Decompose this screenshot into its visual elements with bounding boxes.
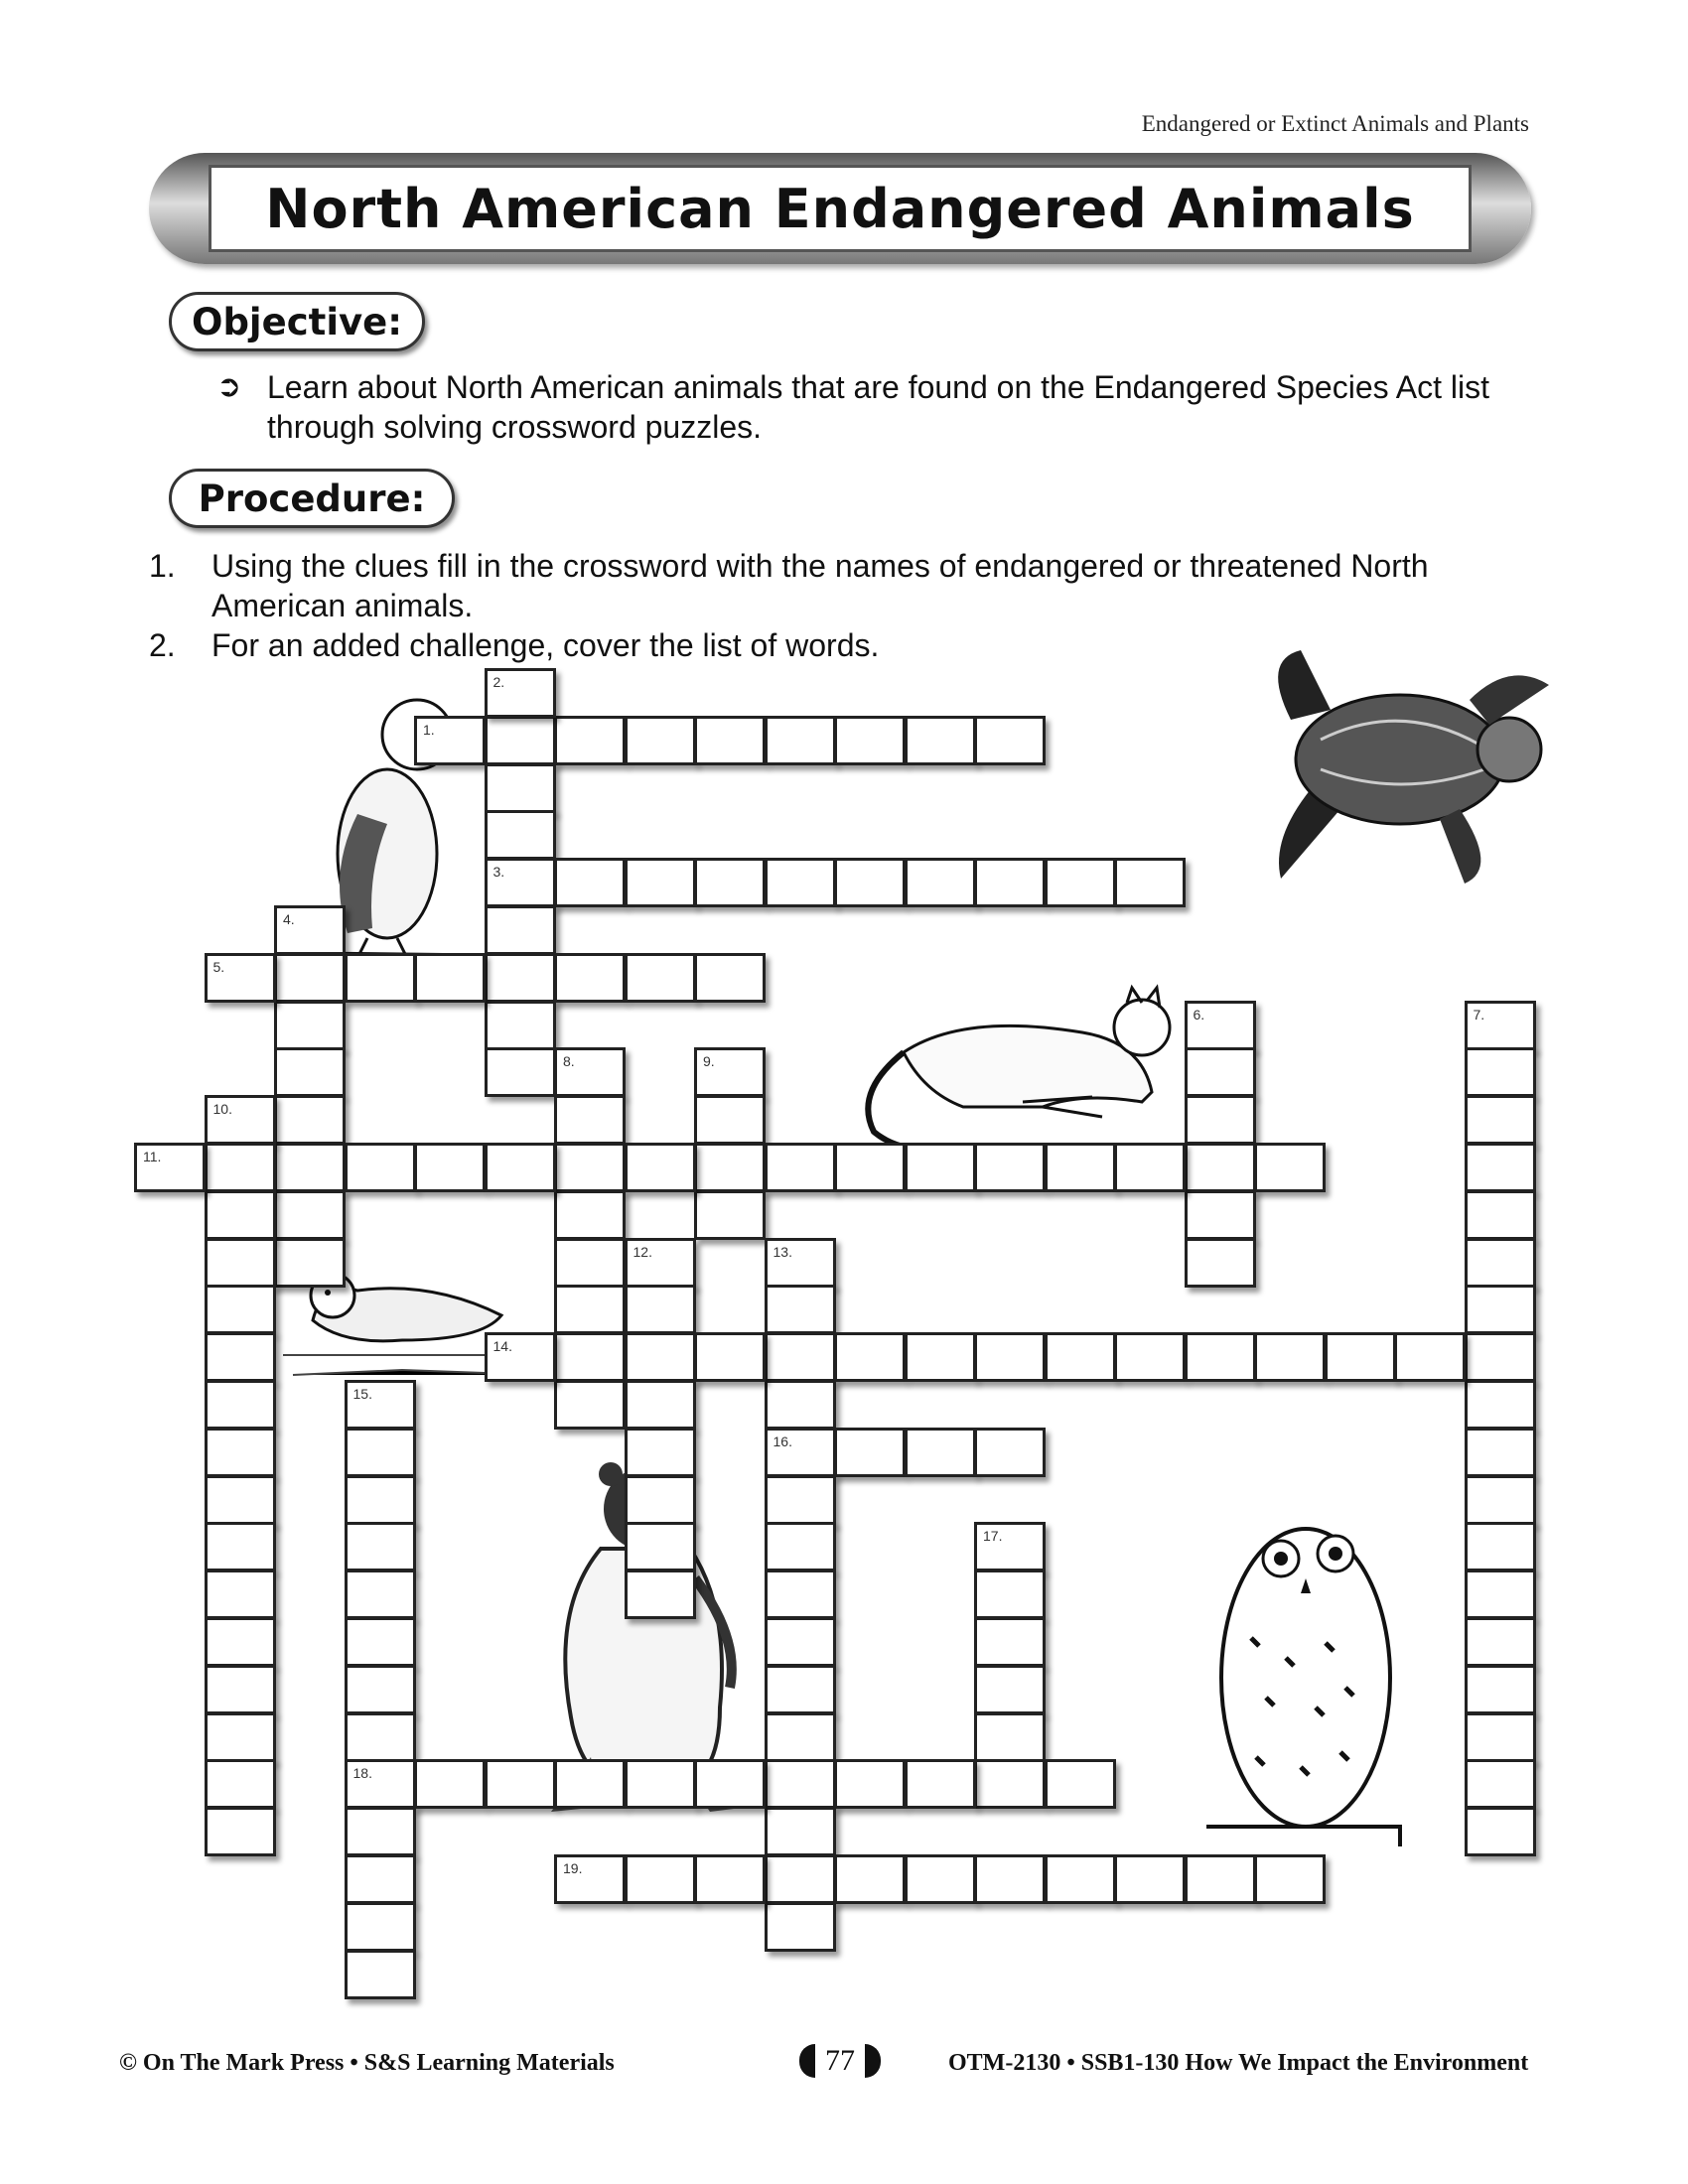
crossword-cell[interactable]	[1114, 1332, 1186, 1382]
crossword-cell[interactable]	[1465, 1712, 1536, 1762]
crossword-cell[interactable]	[414, 953, 486, 1003]
crossword-cell[interactable]	[765, 1807, 836, 1856]
crossword-cell[interactable]	[205, 1759, 276, 1809]
clue-number: 18.	[352, 1765, 372, 1782]
crossword-cell[interactable]	[1254, 1854, 1326, 1904]
crossword-cell[interactable]	[274, 905, 346, 955]
crossword-cell[interactable]	[625, 1238, 696, 1288]
objective-text: Learn about North American animals that are found on the Endangered Species Act list through solving crossword puzzles.	[267, 369, 1489, 445]
crossword-cell[interactable]	[834, 1428, 906, 1477]
crossword-cell[interactable]	[765, 1617, 836, 1667]
crossword-cell[interactable]	[834, 1143, 906, 1192]
crossword-cell[interactable]	[905, 1428, 976, 1477]
crossword-cell[interactable]	[205, 1807, 276, 1856]
clue-number: 4.	[283, 911, 295, 927]
crossword-cell[interactable]	[765, 1238, 836, 1288]
crossword-cell[interactable]	[1185, 1143, 1256, 1192]
crossword-cell[interactable]	[1394, 1332, 1466, 1382]
crossword-cell[interactable]	[1045, 1759, 1116, 1809]
crossword-cell[interactable]	[1465, 1380, 1536, 1430]
crossword-cell[interactable]	[345, 1759, 416, 1809]
crossword-cell[interactable]	[694, 1759, 766, 1809]
crossword-cell[interactable]	[345, 1522, 416, 1571]
crossword-cell[interactable]	[345, 1950, 416, 1999]
crossword-cell[interactable]	[765, 1285, 836, 1334]
crossword-cell[interactable]	[1185, 1238, 1256, 1288]
crossword-cell[interactable]	[974, 1143, 1046, 1192]
crossword-cell[interactable]	[1185, 1854, 1256, 1904]
crossword-cell[interactable]	[345, 953, 416, 1003]
step-text: For an added challenge, cover the list of words.	[211, 627, 880, 663]
clue-number: 13.	[773, 1243, 792, 1260]
crossword-cell[interactable]	[134, 1143, 206, 1192]
crossword-cell[interactable]	[274, 1095, 346, 1145]
crossword-cell[interactable]	[694, 1143, 766, 1192]
crossword-cell[interactable]	[625, 953, 696, 1003]
crossword-cell[interactable]	[834, 716, 906, 765]
crossword-cell[interactable]	[485, 810, 556, 860]
crossword-cell[interactable]	[345, 1807, 416, 1856]
crossword-cell[interactable]	[485, 1047, 556, 1097]
crossword-cell[interactable]	[905, 1143, 976, 1192]
crossword-cell[interactable]	[765, 1475, 836, 1525]
crossword-cell[interactable]	[765, 858, 836, 907]
crossword-cell[interactable]	[274, 1047, 346, 1097]
crossword-cell[interactable]	[1465, 1190, 1536, 1240]
crossword-cell[interactable]	[1465, 1332, 1536, 1382]
footer-publication: OTM-2130 • SSB1-130 How We Impact the Environment	[948, 2050, 1529, 2076]
crossword-cell[interactable]	[765, 1332, 836, 1382]
crossword-cell[interactable]	[1045, 1332, 1116, 1382]
crossword-cell[interactable]	[554, 858, 626, 907]
crossword-cell[interactable]	[205, 1712, 276, 1762]
crossword-cell[interactable]	[1185, 1332, 1256, 1382]
clue-number: 19.	[563, 1860, 583, 1876]
owl-illustration	[1206, 1469, 1415, 1846]
crossword-cell[interactable]	[765, 1428, 836, 1477]
objective-heading: Objective:	[169, 292, 425, 351]
crossword-cell[interactable]	[974, 1712, 1046, 1762]
clue-number: 11.	[143, 1149, 162, 1164]
crossword-cell[interactable]	[694, 858, 766, 907]
crossword-cell[interactable]	[345, 1712, 416, 1762]
clue-number: 15.	[352, 1386, 372, 1402]
crossword-cell[interactable]	[205, 1190, 276, 1240]
crossword-cell[interactable]	[1114, 858, 1186, 907]
crossword-cell[interactable]	[1325, 1332, 1396, 1382]
footer-copyright: © On The Mark Press • S&S Learning Materials	[119, 2050, 615, 2076]
crossword-cell[interactable]	[414, 716, 486, 765]
clue-number: 1.	[423, 721, 435, 738]
crossword-cell[interactable]	[485, 763, 556, 813]
crossword-cell[interactable]	[345, 1380, 416, 1430]
crossword-cell[interactable]	[625, 1143, 696, 1192]
crossword-cell[interactable]	[554, 1047, 626, 1097]
crossword-cell[interactable]	[1045, 1854, 1116, 1904]
crossword-cell[interactable]	[345, 1428, 416, 1477]
crossword-cell[interactable]	[345, 1143, 416, 1192]
crossword-cell[interactable]	[1465, 1522, 1536, 1571]
crossword-cell[interactable]	[1465, 1617, 1536, 1667]
crossword-cell[interactable]	[1114, 1143, 1186, 1192]
crossword-cell[interactable]	[485, 716, 556, 765]
crossword-cell[interactable]	[1045, 858, 1116, 907]
crossword-cell[interactable]	[974, 1570, 1046, 1619]
crossword-cell[interactable]	[414, 1759, 486, 1809]
crossword-cell[interactable]	[274, 1238, 346, 1288]
crossword-cell[interactable]	[765, 1522, 836, 1571]
crossword-cell[interactable]	[905, 1854, 976, 1904]
crossword-cell[interactable]	[205, 1617, 276, 1667]
clue-number: 5.	[212, 958, 225, 975]
page-number-right-cap	[865, 2044, 881, 2078]
section-header: Endangered or Extinct Animals and Plants	[1141, 111, 1529, 136]
crossword-cell[interactable]	[765, 1570, 836, 1619]
page-number	[790, 2043, 890, 2079]
crossword-cell[interactable]	[274, 1001, 346, 1050]
crossword-cell[interactable]	[485, 858, 556, 907]
right-arrow-bullet-icon: ➲	[216, 370, 242, 403]
crossword-cell[interactable]	[1465, 1095, 1536, 1145]
crossword-cell[interactable]	[765, 1902, 836, 1952]
crossword-cell[interactable]	[694, 1047, 766, 1097]
crossword-cell[interactable]	[974, 1522, 1046, 1571]
crossword-cell[interactable]	[345, 1475, 416, 1525]
crossword-cell[interactable]	[1254, 1143, 1326, 1192]
crossword-cell[interactable]	[554, 716, 626, 765]
crossword-cell[interactable]	[485, 668, 556, 718]
crossword-cell[interactable]	[345, 1570, 416, 1619]
crossword-cell[interactable]	[1465, 1238, 1536, 1288]
page-number-text: 77	[825, 2044, 855, 2077]
crossword-cell[interactable]	[1465, 1807, 1536, 1856]
crossword-cell[interactable]	[554, 1332, 626, 1382]
crossword-cell[interactable]	[485, 1332, 556, 1382]
crossword-cell[interactable]	[834, 858, 906, 907]
step-number: 1.	[149, 548, 176, 584]
crossword-cell[interactable]	[1465, 1143, 1536, 1192]
crossword-cell[interactable]	[694, 1854, 766, 1904]
clue-number: 12.	[633, 1243, 652, 1260]
crossword-cell[interactable]	[1465, 1759, 1536, 1809]
clue-number: 9.	[703, 1053, 715, 1070]
crossword-cell[interactable]	[1465, 1665, 1536, 1714]
crossword-cell[interactable]	[1185, 1095, 1256, 1145]
crossword-cell[interactable]	[905, 716, 976, 765]
crossword-cell[interactable]	[694, 1332, 766, 1382]
crossword-cell[interactable]	[974, 1332, 1046, 1382]
crossword-cell[interactable]	[625, 1854, 696, 1904]
title-banner	[149, 153, 1531, 264]
crossword-cell[interactable]	[1465, 1570, 1536, 1619]
crossword-cell[interactable]	[765, 1143, 836, 1192]
crossword-cell[interactable]	[834, 1854, 906, 1904]
clue-number: 2.	[492, 674, 505, 690]
step-text: Using the clues fill in the crossword with the names of endangered or threatened North American animals.	[211, 548, 1429, 623]
crossword-cell[interactable]	[205, 1570, 276, 1619]
crossword-cell[interactable]	[905, 858, 976, 907]
crossword-cell[interactable]	[414, 1143, 486, 1192]
crossword-cell[interactable]	[625, 1285, 696, 1334]
page-number-left-cap	[799, 2044, 815, 2078]
crossword-cell[interactable]	[625, 1332, 696, 1382]
crossword-cell[interactable]	[974, 1759, 1046, 1809]
crossword-cell[interactable]	[765, 1712, 836, 1762]
crossword-cell[interactable]	[765, 716, 836, 765]
crossword-cell[interactable]	[625, 1570, 696, 1619]
crossword-cell[interactable]	[1465, 1047, 1536, 1097]
crossword-cell[interactable]	[1465, 1001, 1536, 1050]
clue-number: 16.	[773, 1433, 792, 1449]
crossword-cell[interactable]	[1465, 1475, 1536, 1525]
crossword-cell[interactable]	[485, 953, 556, 1003]
crossword-cell[interactable]	[485, 1001, 556, 1050]
crossword-cell[interactable]	[974, 1854, 1046, 1904]
crossword-cell[interactable]	[625, 1759, 696, 1809]
crossword-cell[interactable]	[554, 1759, 626, 1809]
crossword-cell[interactable]	[205, 1095, 276, 1145]
crossword-cell[interactable]	[1114, 1854, 1186, 1904]
crossword-cell[interactable]	[205, 1522, 276, 1571]
crossword-cell[interactable]	[205, 1665, 276, 1714]
crossword-cell[interactable]	[625, 1380, 696, 1430]
clue-number: 8.	[563, 1053, 575, 1070]
crossword-cell[interactable]	[974, 1617, 1046, 1667]
crossword-cell[interactable]	[694, 953, 766, 1003]
crossword-cell[interactable]	[554, 1143, 626, 1192]
crossword-cell[interactable]	[834, 1759, 906, 1809]
cougar-illustration	[844, 983, 1182, 1161]
crossword-cell[interactable]	[554, 1190, 626, 1240]
clue-number: 10.	[212, 1101, 232, 1118]
crossword-cell[interactable]	[205, 1143, 276, 1192]
crossword-cell[interactable]	[974, 858, 1046, 907]
crossword-cell[interactable]	[1185, 1001, 1256, 1050]
crossword-cell[interactable]	[765, 1759, 836, 1809]
crossword-cell[interactable]	[554, 953, 626, 1003]
crossword-cell[interactable]	[274, 1143, 346, 1192]
crossword-cell[interactable]	[485, 1143, 556, 1192]
sea-turtle-illustration	[1251, 640, 1559, 888]
clue-number: 3.	[492, 864, 505, 881]
crossword-cell[interactable]	[765, 1854, 836, 1904]
step-number: 2.	[149, 627, 176, 663]
crossword-cell[interactable]	[1185, 1047, 1256, 1097]
crossword-cell[interactable]	[205, 1380, 276, 1430]
crossword-cell[interactable]	[205, 1428, 276, 1477]
crossword-cell[interactable]	[1185, 1190, 1256, 1240]
crossword-cell[interactable]	[1045, 1143, 1116, 1192]
crossword-cell[interactable]	[205, 953, 276, 1003]
crossword-cell[interactable]	[905, 1332, 976, 1382]
crossword-cell[interactable]	[274, 953, 346, 1003]
crossword-cell[interactable]	[345, 1902, 416, 1952]
crossword-cell[interactable]	[694, 1190, 766, 1240]
crossword-cell[interactable]	[205, 1285, 276, 1334]
clue-number: 14.	[492, 1338, 512, 1355]
crossword-cell[interactable]	[834, 1332, 906, 1382]
crossword-cell[interactable]	[205, 1475, 276, 1525]
procedure-heading: Procedure:	[169, 469, 455, 528]
clue-number: 17.	[983, 1528, 1003, 1545]
crossword-cell[interactable]	[205, 1238, 276, 1288]
crossword-cell[interactable]	[554, 1380, 626, 1430]
crossword-cell[interactable]	[1465, 1428, 1536, 1477]
crossword-cell[interactable]	[485, 905, 556, 955]
crossword-cell[interactable]	[765, 1665, 836, 1714]
crossword-cell[interactable]	[905, 1759, 976, 1809]
crossword-cell[interactable]	[554, 1238, 626, 1288]
crossword-cell[interactable]	[274, 1190, 346, 1240]
crossword-cell[interactable]	[974, 716, 1046, 765]
page-title: North American Endangered Animals	[265, 177, 1415, 240]
crossword-cell[interactable]	[205, 1332, 276, 1382]
crossword-cell[interactable]	[625, 1428, 696, 1477]
crossword-cell[interactable]	[1465, 1285, 1536, 1334]
clue-number: 7.	[1473, 1006, 1485, 1023]
crossword-cell[interactable]	[554, 1095, 626, 1145]
crossword-cell[interactable]	[345, 1617, 416, 1667]
crossword-cell[interactable]	[974, 1428, 1046, 1477]
crossword-cell[interactable]	[554, 1285, 626, 1334]
crossword-cell[interactable]	[1254, 1332, 1326, 1382]
crossword-cell[interactable]	[694, 1095, 766, 1145]
crossword-cell[interactable]	[485, 1759, 556, 1809]
crossword-cell[interactable]	[345, 1665, 416, 1714]
crossword-cell[interactable]	[625, 858, 696, 907]
crossword-cell[interactable]	[694, 716, 766, 765]
crossword-cell[interactable]	[625, 1522, 696, 1571]
crossword-cell[interactable]	[345, 1854, 416, 1904]
clue-number: 6.	[1193, 1006, 1205, 1023]
crossword-cell[interactable]	[625, 716, 696, 765]
crossword-cell[interactable]	[974, 1665, 1046, 1714]
crossword-cell[interactable]	[554, 1854, 626, 1904]
crossword-cell[interactable]	[765, 1380, 836, 1430]
crossword-cell[interactable]	[625, 1475, 696, 1525]
